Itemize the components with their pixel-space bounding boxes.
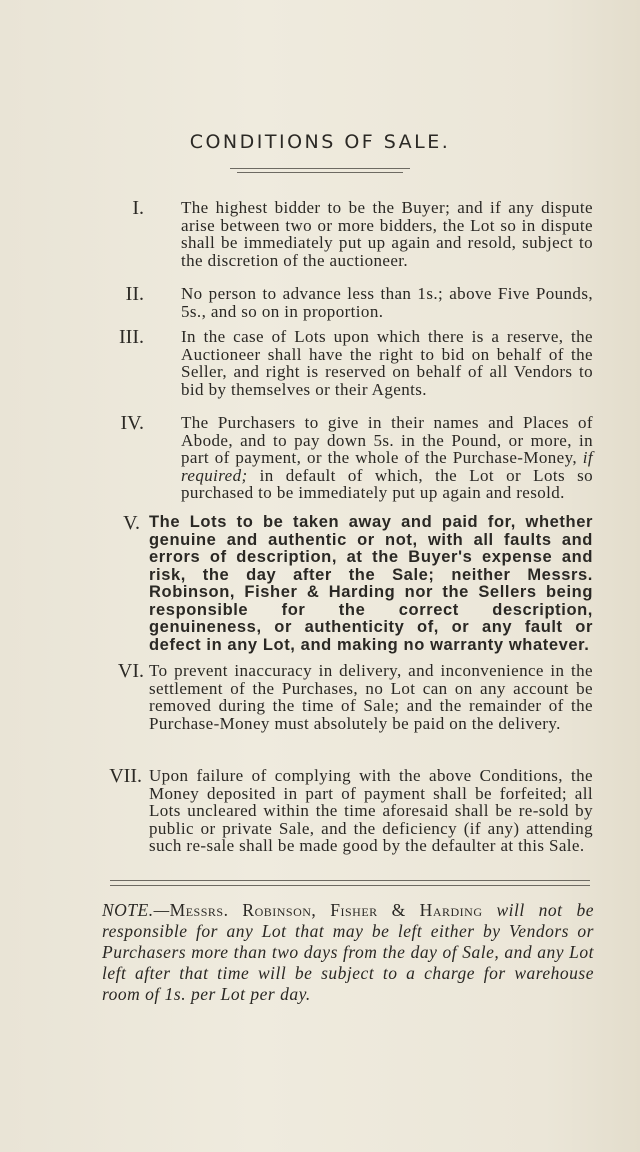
note-text: will not be responsible for any Lot that may be left either by Vendors or Purchasers more than two days from the day of Sale, and any Lot left after that time will be subject to a charge for warehouse room of 1s. per Lot per day. — [102, 900, 595, 1004]
condition-text: Upon failure of complying with the above Conditions, the Money deposited in part of payment shall be forfeited; all Lots uncleared within the time aforesaid shall be re-sold by public or private Sale, and the deficiency (if any) attending such re-sale shall be made good by the defaulter at this Sale. — [149, 766, 593, 855]
note-rule-bottom — [110, 885, 590, 886]
condition-numeral: I. — [132, 197, 144, 219]
condition-text-part: in default of which, the Lot or Lots so purchased to be immediately put up again and resold. — [181, 465, 593, 502]
condition-numeral: II. — [125, 283, 144, 305]
condition-numeral: VI. — [117, 660, 144, 682]
note-label: NOTE. — [102, 900, 154, 920]
condition-text: To prevent inaccuracy in delivery, and inconvenience in the settlement of the Purchases, no Lot can on any account be removed during the time of Sale; and the remainder of the Purchase-Money must absolutely be paid on the delivery. — [149, 661, 593, 733]
title-rule-bottom — [237, 172, 403, 173]
condition-text-italic: if required; — [181, 448, 593, 485]
condition-text: In the case of Lots upon which there is a reserve, the Auctioneer shall have the right to bid on behalf of the Seller, and right is reserved on behalf of all Vendors to bid by themselves or their Agents. — [181, 327, 593, 399]
condition-numeral: V. — [123, 512, 140, 534]
note-dash: — — [153, 900, 170, 920]
condition-text: No person to advance less than 1s.; above Five Pounds, 5s., and so on in proportion. — [181, 284, 593, 321]
condition-numeral: IV. — [120, 412, 144, 434]
note-firm: Messrs. Robinson, Fisher & Harding — [169, 900, 483, 920]
condition-text-part: The Purchasers to give in their names and Places of Abode, and to pay down 5s. in the Pound, or more, in part of payment, or the whole of the Purchase-Money, — [181, 413, 593, 467]
condition-text: The highest bidder to be the Buyer; and if any dispute arise between two or more bidders, the Lot so in dispute shall be immediately put up again and resold, subject to the discretion of the auctioneer. — [181, 198, 593, 270]
title-rule-top — [230, 168, 410, 169]
condition-numeral: III. — [119, 326, 144, 348]
note-paragraph — [102, 900, 594, 1005]
condition-text — [181, 414, 593, 502]
note-rule-top — [110, 880, 590, 881]
page-title: CONDITIONS OF SALE. — [189, 131, 451, 153]
condition-text: The Lots to be taken away and paid for, whether genuine and authentic or not, with all faults and errors of description, at the Buyer's expense and risk, the day after the Sale; neither Messrs. Robinson, Fisher & Harding nor the Sellers being responsible for the correct description, genuineness, or authenticity of, or any fault or defect in any Lot, and making no warranty whatever. — [149, 513, 593, 654]
condition-numeral: VII. — [109, 765, 142, 787]
